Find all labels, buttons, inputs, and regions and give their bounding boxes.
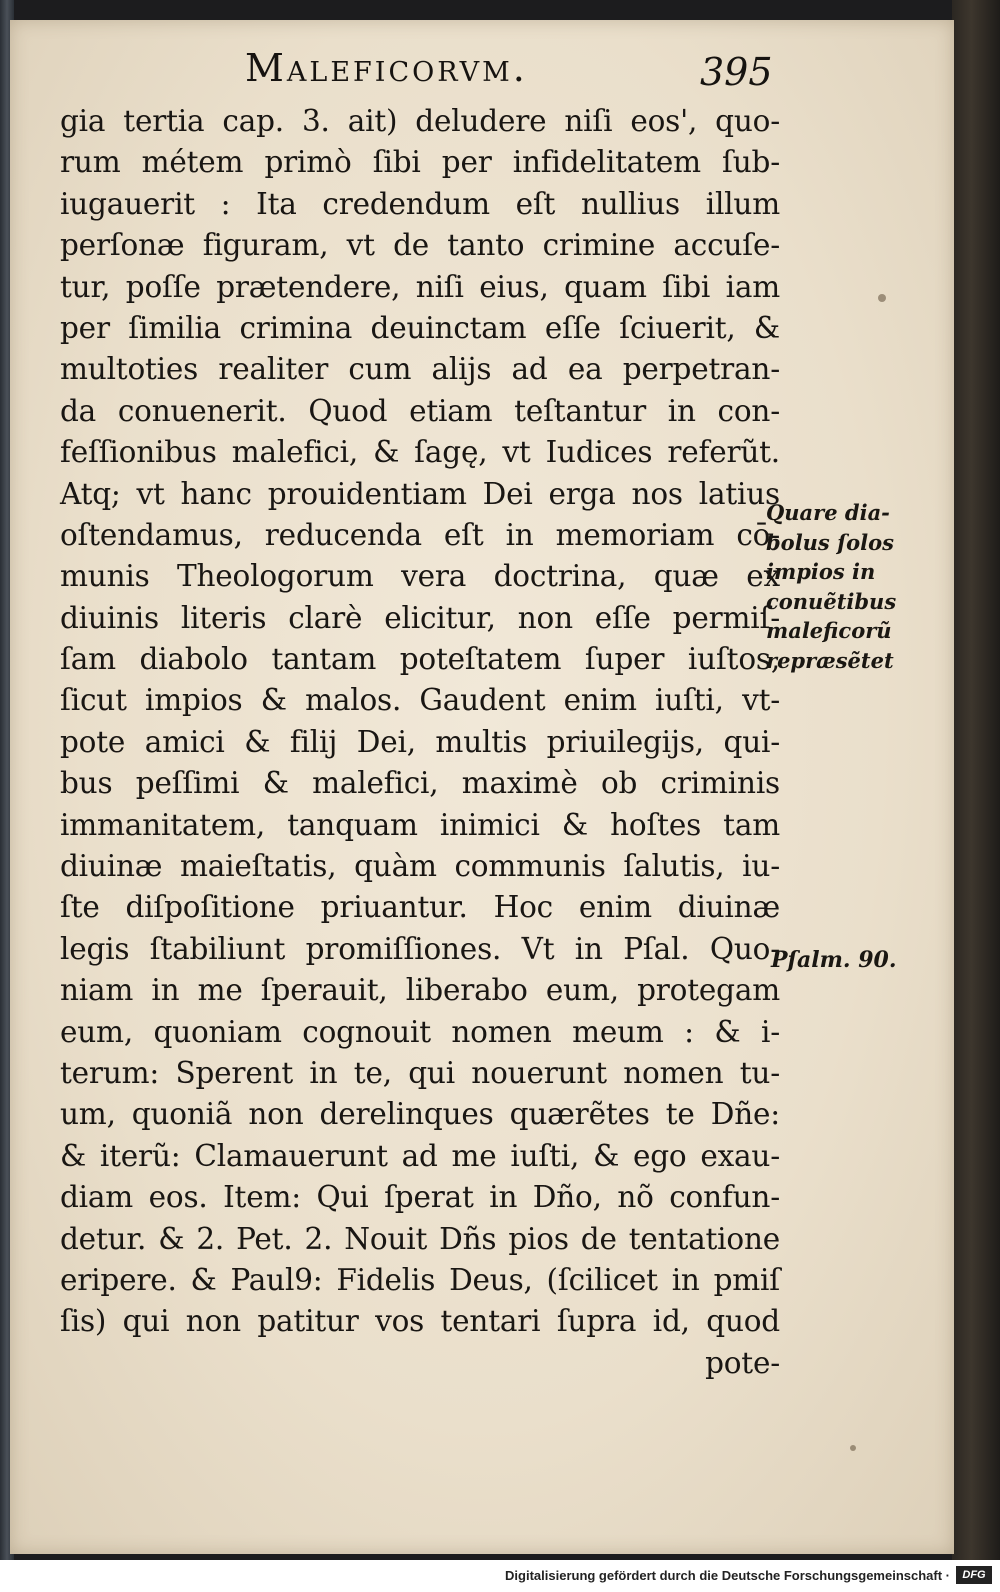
text-line: pote amici & filij Dei, multis priuilegijs, qui- (60, 724, 780, 759)
text-line: diuinis literis clarè elicitur, non eſſe permiſ- (60, 600, 780, 635)
text-line: per ſimilia crimina deuinctam eſſe ſciuerit, & (60, 310, 780, 345)
text-line: legis ſtabiliunt promiſſiones. Vt in Pſal. Quo- (60, 931, 780, 966)
page-number: 395 (700, 50, 773, 94)
marginal-reference: Pſalm. 90. (771, 947, 897, 973)
text-line: & iterũ: Clamauerunt ad me iuſti, & ego exau- (60, 1138, 780, 1173)
paper-speck (878, 294, 886, 302)
margin-note-line: impios in (766, 559, 876, 584)
catchword: pote- (705, 1345, 780, 1380)
body-text (60, 101, 780, 1384)
footer-bar (0, 1560, 1000, 1592)
text-line: eripere. & Paul9: Fidelis Deus, (ſcilicet in pmiſ (60, 1262, 780, 1297)
text-line: detur. & 2. Pet. 2. Nouit Dñs pios de tentatione (60, 1221, 780, 1256)
book-edge (952, 0, 1000, 1560)
margin-note-line: repræsẽtet (766, 647, 894, 673)
margin-note-line: bolus ſolos (766, 529, 894, 555)
margin-note-line: conuẽtibus (766, 588, 897, 614)
text-line: iugauerit : Ita credendum eſt nullius illum (60, 186, 780, 221)
text-line: diuinæ maieſtatis, quàm communis ſalutis, iu- (60, 849, 780, 884)
marginal-note (766, 498, 916, 675)
text-line: rum métem primò ſibi per infidelitatem ſub- (60, 145, 780, 180)
margin-note-line: maleficorũ (766, 618, 892, 643)
text-line: perſonæ figuram, vt de tanto crimine accuſe- (60, 228, 780, 263)
dfg-logo: DFG (956, 1566, 992, 1584)
text-line: feſſionibus malefici, & ſagę, vt Iudices referũt. (60, 435, 780, 470)
text-line: diam eos. Item: Qui ſperat in Dño, nõ confun- (60, 1180, 780, 1215)
margin-note-line: Quare dia- (766, 500, 890, 525)
text-line: tur, poſſe prætendere, niſi eius, quam ſibi iam (60, 269, 780, 304)
text-line: da conuenerit. Quod etiam teſtantur in con- (60, 393, 780, 428)
paper-speck (850, 1445, 856, 1451)
text-line: eum, quoniam cognouit nomen meum : & i- (60, 1014, 780, 1049)
text-line: terum: Sperent in te, qui nouerunt nomen tu- (60, 1055, 780, 1090)
text-line: ſis) qui non patitur vos tentari ſupra id, quod (60, 1304, 780, 1339)
text-line: ſicut impios & malos. Gaudent enim iuſti, vt- (60, 683, 780, 718)
text-line: niam in me ſperauit, liberabo eum, protegam (60, 973, 780, 1008)
text-line: immanitatem, tanquam inimici & hoſtes tam (60, 807, 780, 842)
text-line: um, quoniã non derelinques quærẽtes te Dñe: (60, 1097, 780, 1132)
text-line: bus peſſimi & malefici, maximè ob criminis (60, 766, 780, 801)
running-head: Maleficorvm. (245, 46, 528, 90)
text-line: ſte diſpoſitione priuantur. Hoc enim diuinæ (60, 890, 780, 925)
text-line: munis Theologorum vera doctrina, quæ ex (60, 559, 780, 594)
text-line: ſam diabolo tantam poteſtatem ſuper iuſtos, (60, 642, 780, 677)
text-line: gia tertia cap. 3. ait) deludere niſi eos', quo- (60, 104, 780, 138)
text-line: Atq; vt hanc prouidentiam Dei erga nos latius (60, 476, 780, 511)
text-line: multoties realiter cum alijs ad ea perpetran- (60, 352, 780, 387)
text-line: oſtendamus, reducenda eſt in memoriam cō- (60, 517, 780, 552)
funding-credit: Digitalisierung gefördert durch die Deutsche Forschungsgemeinschaft · (505, 1568, 950, 1583)
